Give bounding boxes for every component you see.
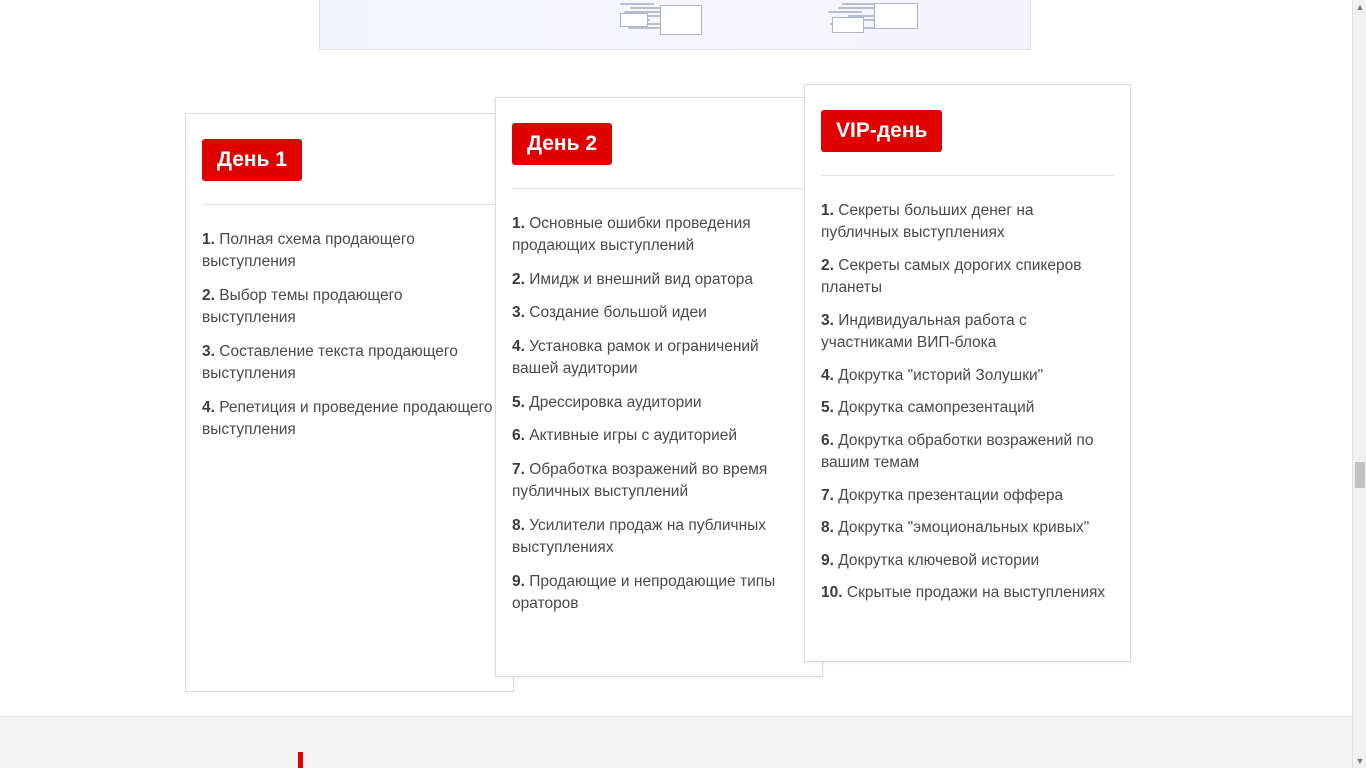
list-item-number: 4. <box>202 398 215 416</box>
list-item-number: 3. <box>512 304 525 322</box>
badge-wrap-vip-day <box>805 85 1130 152</box>
list-item <box>821 310 1112 355</box>
list-item-number: 1. <box>202 231 215 248</box>
list-item-number: 2. <box>512 270 525 288</box>
list-item <box>512 515 804 560</box>
list-item-text: Репетиция и проведение продающего выступления <box>202 398 493 439</box>
list-item-text: Докрутка самопрезентаций <box>838 399 1035 417</box>
list-item-number: 6. <box>821 431 834 449</box>
list-item <box>202 229 495 274</box>
topic-list-day-1 <box>186 205 513 442</box>
list-item-number: 4. <box>512 337 525 355</box>
list-item-text: Активные игры с аудиторией <box>529 427 738 445</box>
list-item <box>512 425 804 447</box>
list-item-text: Секреты самых дорогих спикеров планеты <box>821 256 1082 297</box>
topic-list-vip-day <box>805 176 1130 605</box>
list-item-text: Индивидуальная работа с участниками ВИП-блока <box>821 311 1027 352</box>
day-badge: День 2 <box>512 123 612 165</box>
list-item-text: Продающие и непродающие типы ораторов <box>512 572 776 613</box>
list-item <box>202 285 495 330</box>
list-item <box>512 302 804 324</box>
program-card-day-2 <box>495 97 823 677</box>
diagram-thumbnail-right <box>828 3 918 47</box>
list-item <box>512 336 804 381</box>
list-item-number: 3. <box>821 311 834 329</box>
list-item <box>821 517 1112 539</box>
program-card-day-1 <box>185 113 514 692</box>
day-badge: День 1 <box>202 139 302 181</box>
list-item <box>821 550 1112 572</box>
list-item <box>821 582 1112 604</box>
accent-marker <box>298 752 303 768</box>
list-item <box>202 341 495 386</box>
list-item-number: 9. <box>512 572 525 590</box>
list-item-number: 3. <box>202 342 215 360</box>
list-item-number: 4. <box>821 366 834 384</box>
list-item-text: Выбор темы продающего выступления <box>202 286 403 327</box>
diagram-thumbnail-left <box>620 3 710 47</box>
list-item-text: Докрутка обработки возражений по вашим темам <box>821 431 1094 472</box>
list-item-text: Полная схема продающего выступления <box>202 231 415 271</box>
list-item-number: 10. <box>821 584 843 602</box>
list-item-number: 6. <box>512 427 525 445</box>
list-item-number: 7. <box>512 460 525 478</box>
badge-wrap-day-1 <box>186 114 513 181</box>
scrollbar-thumb[interactable] <box>1355 462 1365 488</box>
list-item-text: Установка рамок и ограничений вашей аудитории <box>512 337 759 378</box>
list-item-text: Основные ошибки проведения продающих выступлений <box>512 215 751 255</box>
list-item <box>512 459 804 504</box>
list-item-number: 2. <box>821 256 834 274</box>
topic-list-day-2 <box>496 189 822 616</box>
list-item-text: Докрутка презентации оффера <box>838 486 1064 504</box>
list-item-text: Составление текста продающего выступления <box>202 342 458 383</box>
list-item-text: Докрутка ключевой истории <box>838 551 1040 569</box>
page-scrollbar[interactable] <box>1352 0 1366 768</box>
list-item <box>512 213 804 258</box>
list-item-number: 9. <box>821 551 834 569</box>
list-item-text: Дрессировка аудитории <box>529 393 702 411</box>
list-item-text: Докрутка "историй Золушки" <box>838 366 1044 384</box>
list-item-number: 5. <box>512 393 525 411</box>
list-item-text: Создание большой идеи <box>529 304 707 322</box>
list-item <box>821 365 1112 387</box>
list-item <box>821 485 1112 507</box>
list-item-text: Усилители продаж на публичных выступлениях <box>512 516 767 557</box>
scroll-down-arrow-icon[interactable]: ▼ <box>1353 754 1366 768</box>
list-item <box>512 571 804 616</box>
list-item-text: Обработка возражений во время публичных выступлений <box>512 460 768 501</box>
day-badge: VIP-день <box>821 110 942 152</box>
list-item-number: 5. <box>821 399 834 417</box>
program-card-vip-day <box>804 84 1131 662</box>
list-item-number: 1. <box>821 202 834 219</box>
list-item <box>821 200 1112 245</box>
list-item <box>512 269 804 291</box>
list-item-text: Секреты больших денег на публичных выступлениях <box>821 202 1034 242</box>
scroll-up-arrow-icon[interactable]: ▲ <box>1353 0 1366 14</box>
badge-wrap-day-2 <box>496 98 822 165</box>
list-item <box>202 397 495 442</box>
list-item-number: 2. <box>202 286 215 304</box>
list-item <box>512 392 804 414</box>
list-item-number: 8. <box>512 516 525 534</box>
list-item-text: Имидж и внешний вид оратора <box>529 270 753 288</box>
list-item <box>821 430 1112 475</box>
list-item <box>821 255 1112 300</box>
bottom-section-strip <box>0 716 1352 768</box>
list-item-number: 7. <box>821 486 834 504</box>
list-item-number: 1. <box>512 215 525 232</box>
list-item-number: 8. <box>821 519 834 537</box>
list-item <box>821 397 1112 419</box>
list-item-text: Докрутка "эмоциональных кривых" <box>838 519 1090 537</box>
course-preview-banner <box>319 0 1031 50</box>
list-item-text: Скрытые продажи на выступлениях <box>846 584 1106 602</box>
